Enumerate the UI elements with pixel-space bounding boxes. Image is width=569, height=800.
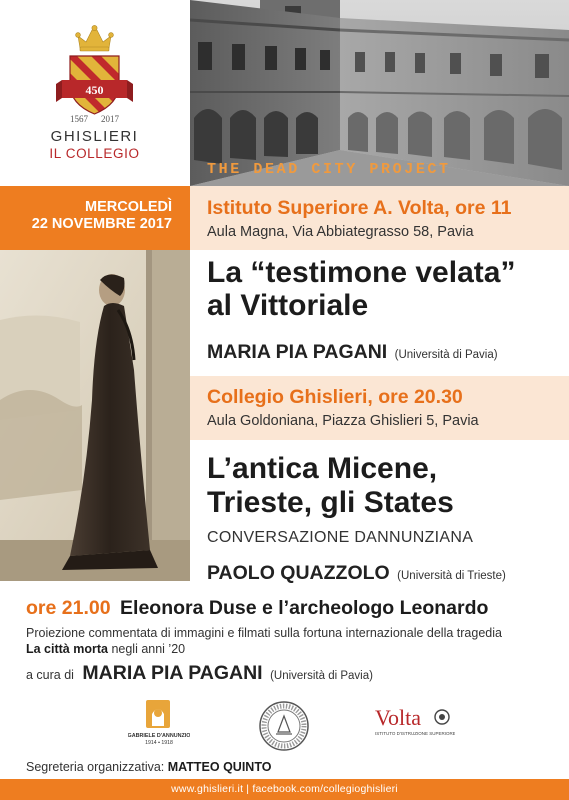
venue2-title: Collegio Ghislieri, ore 20.30 <box>207 386 463 408</box>
ghislieri-crest-icon <box>0 0 190 186</box>
venue1-title: Istituto Superiore A. Volta, ore 11 <box>207 197 512 219</box>
curator-affiliation: (Università di Pavia) <box>270 670 373 682</box>
evening-event-heading <box>26 597 488 620</box>
talk2-title-line2: Trieste, gli States <box>207 486 454 519</box>
talk2-speaker <box>207 562 506 585</box>
evening-event-description-line2 <box>26 642 185 656</box>
vittoriale-seal-icon <box>258 700 310 752</box>
secretary-name: MATTEO QUINTO <box>167 760 272 774</box>
volta-institute-logo <box>375 703 455 743</box>
talk1-speaker-affiliation: (Università di Pavia) <box>394 349 498 361</box>
secretary-label: Segreteria organizzativa: <box>26 760 168 774</box>
dannunzio-logo-line1: GABRIELE D'ANNUNZIO <box>128 733 190 739</box>
ghislieri-logo-block <box>0 0 190 186</box>
talk2-speaker-name: PAOLO QUAZZOLO <box>207 562 390 584</box>
curator-name: MARIA PIA PAGANI <box>82 662 263 684</box>
dannunzio-logo-line2: 1914 ▪ 1918 <box>145 740 173 746</box>
venue2-address: Aula Goldoniana, Piazza Ghislieri 5, Pavia <box>207 413 479 429</box>
film-title: La città morta <box>26 642 108 656</box>
volta-logo-sub: ISTITUTO D'ISTRUZIONE SUPERIORE <box>375 731 455 736</box>
curator-prefix: a cura di <box>26 668 74 682</box>
evening-event-description-rest: negli anni ’20 <box>107 642 186 656</box>
talk1-title-line1: La “testimone velata” <box>207 256 516 289</box>
curator-line <box>26 662 373 685</box>
talk2-title <box>207 452 454 520</box>
duse-portrait-photo <box>0 250 190 581</box>
institution-sub: IL COLLEGIO <box>49 146 140 161</box>
volta-logo-name: Volta <box>375 705 422 730</box>
dannunzio-centenary-logo <box>128 700 190 748</box>
year-start: 1567 <box>70 114 88 124</box>
collegio-courtyard-photo <box>190 0 569 186</box>
event-weekday: MERCOLEDÌ <box>85 199 172 215</box>
year-end: 2017 <box>101 114 119 124</box>
talk2-title-line1: L’antica Micene, <box>207 452 438 485</box>
secretary-line <box>26 760 271 774</box>
talk2-speaker-affiliation: (Università di Trieste) <box>397 570 506 582</box>
evening-event-time: ore 21.00 <box>26 597 111 619</box>
footer-links: www.ghislieri.it | facebook.com/collegioghislieri <box>0 779 569 800</box>
talk1-speaker-name: MARIA PIA PAGANI <box>207 341 388 363</box>
anniversary-number: 450 <box>85 83 104 97</box>
project-title: THE DEAD CITY PROJECT <box>207 161 451 178</box>
evening-event-title: Eleonora Duse e l’archeologo Leonardo <box>120 597 489 619</box>
venue1-address: Aula Magna, Via Abbiategrasso 58, Pavia <box>207 224 474 240</box>
talk1-speaker <box>207 341 498 364</box>
institution-name: GHISLIERI <box>50 128 139 145</box>
talk1-title <box>207 256 515 322</box>
event-date-box <box>0 186 190 250</box>
talk2-subtitle: CONVERSAZIONE DANNUNZIANA <box>207 529 474 546</box>
event-full-date: 22 NOVEMBRE 2017 <box>31 216 172 232</box>
talk1-title-line2: al Vittoriale <box>207 289 369 322</box>
evening-event-description-line1: Proiezione commentata di immagini e filmati sulla fortuna internazionale della tragedia <box>26 626 502 640</box>
